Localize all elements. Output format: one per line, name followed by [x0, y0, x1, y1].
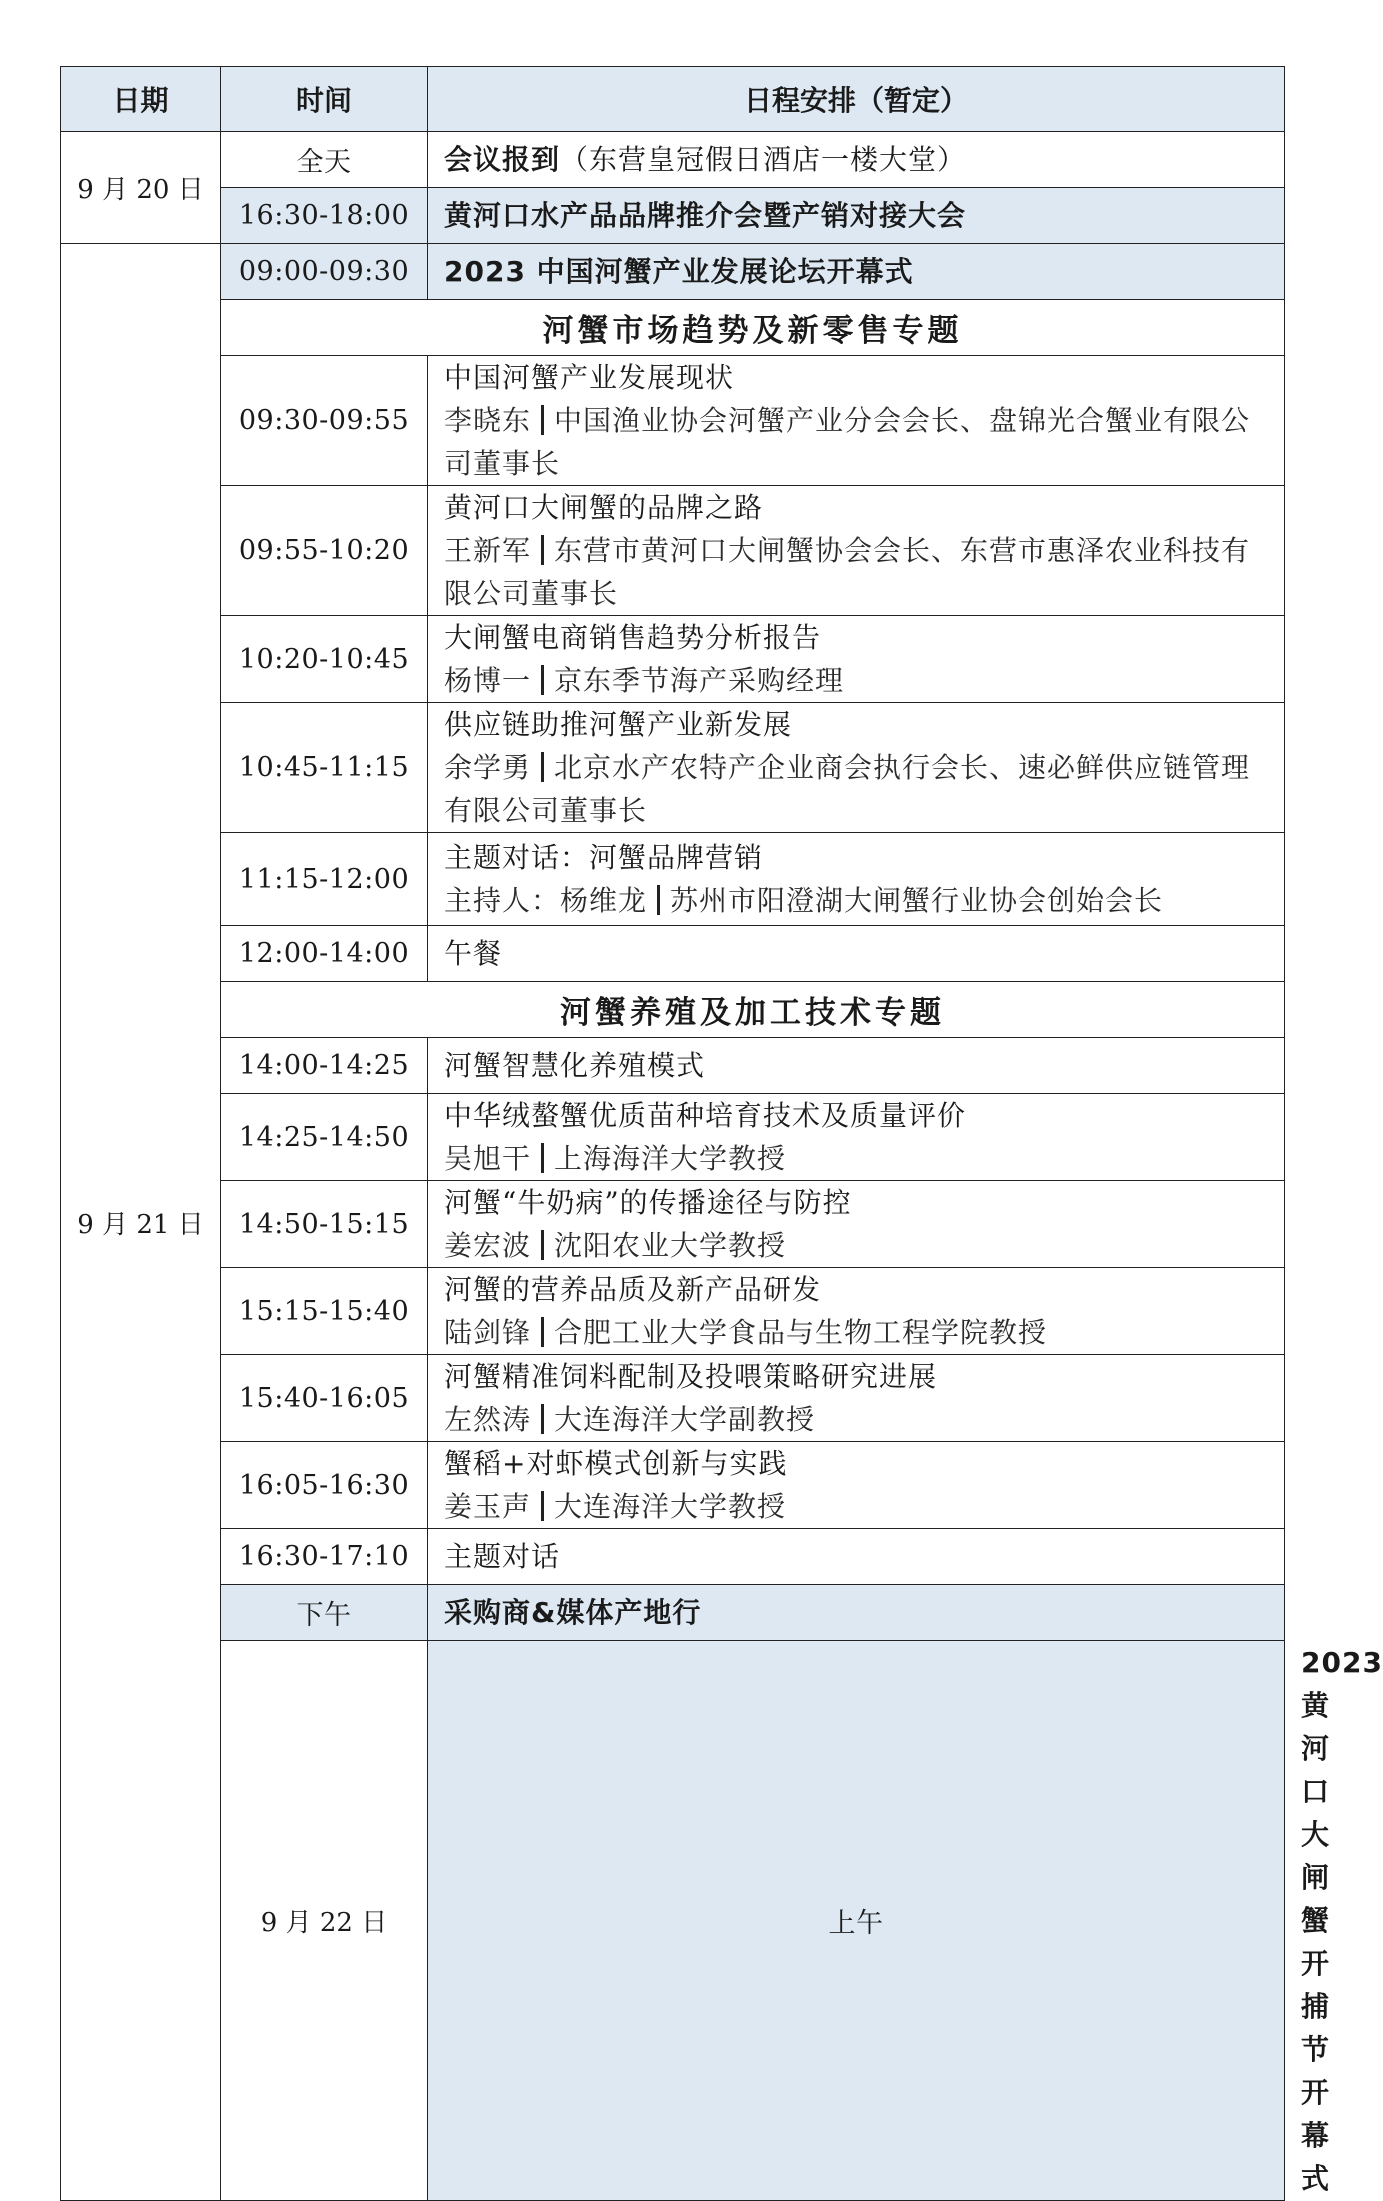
- speaker-name: 姜玉声: [444, 1490, 532, 1523]
- date-cell-day1: 9 月 20 日: [61, 132, 221, 244]
- time-cell: 全天: [221, 132, 428, 188]
- speaker-name: 余学勇: [444, 751, 532, 784]
- time-cell: 14:25-14:50: [221, 1094, 428, 1181]
- divider: [541, 752, 544, 782]
- time-cell: 14:50-15:15: [221, 1181, 428, 1268]
- talk-title: 黄河口大闸蟹的品牌之路: [444, 491, 764, 524]
- time-cell: 下午: [221, 1585, 428, 1641]
- table-row: [61, 703, 1285, 833]
- talk-cell: [428, 833, 1285, 926]
- time-cell: 11:15-12:00: [221, 833, 428, 926]
- table-row: [61, 1442, 1285, 1529]
- item-note: （东营皇冠假日酒店一楼大堂）: [560, 143, 967, 176]
- schedule-table: [60, 66, 1383, 2201]
- talk-title: 河蟹的营养品质及新产品研发: [444, 1273, 822, 1306]
- talk-cell: [428, 703, 1285, 833]
- divider: [541, 1317, 544, 1347]
- talk-title: 河蟹精准饲料配制及投喂策略研究进展: [444, 1360, 938, 1393]
- divider: [541, 405, 544, 435]
- talk-speaker-line: [444, 1224, 1274, 1267]
- divider: [541, 535, 544, 565]
- speaker-affiliation: 苏州市阳澄湖大闸蟹行业协会创始会长: [670, 884, 1164, 917]
- date-cell-day2: 9 月 21 日: [61, 244, 221, 2201]
- talk-speaker-line: [444, 659, 1274, 702]
- speaker-name: 吴旭干: [444, 1142, 532, 1175]
- talk-title: 中国河蟹产业发展现状: [444, 361, 735, 394]
- table-row: [61, 1355, 1285, 1442]
- talk-cell: [428, 356, 1285, 486]
- header-row: [61, 67, 1285, 132]
- table-row: [61, 1094, 1285, 1181]
- speaker-name: 左然涛: [444, 1403, 532, 1436]
- topic-row: [61, 982, 1285, 1038]
- speaker-affiliation: 沈阳农业大学教授: [554, 1229, 787, 1262]
- time-cell: 16:05-16:30: [221, 1442, 428, 1529]
- time-cell: 15:40-16:05: [221, 1355, 428, 1442]
- divider: [541, 1404, 544, 1434]
- divider: [657, 885, 660, 915]
- table-row: [61, 1268, 1285, 1355]
- table-row: [61, 1529, 1285, 1585]
- speaker-name: 主持人：杨维龙: [444, 884, 648, 917]
- table-row: [61, 833, 1285, 926]
- table-row: [61, 1181, 1285, 1268]
- table-row: [61, 1585, 1285, 1641]
- talk-speaker-line: [444, 1398, 1274, 1441]
- talk-cell: [428, 1181, 1285, 1268]
- date-cell-day3: 9 月 22 日: [221, 1641, 428, 2201]
- time-cell: 10:45-11:15: [221, 703, 428, 833]
- talk-cell: [428, 486, 1285, 616]
- item-cell: [428, 132, 1285, 188]
- item-title: 会议报到: [444, 143, 561, 176]
- header-schedule: 日程安排（暂定）: [428, 67, 1285, 132]
- talk-speaker-line: [444, 746, 1274, 832]
- speaker-affiliation: 东营市黄河口大闸蟹协会会长、东营市惠泽农业科技有限公司董事长: [444, 534, 1251, 610]
- time-cell: 16:30-18:00: [221, 188, 428, 244]
- speaker-name: 王新军: [444, 534, 532, 567]
- speaker-name: 李晓东: [444, 404, 532, 437]
- table-row: 9 月 22 日 上午 2023 黄河口大闸蟹开捕节开幕式: [61, 1641, 1285, 2201]
- time-cell: 09:55-10:20: [221, 486, 428, 616]
- time-cell: 上午: [428, 1641, 1285, 2201]
- speaker-affiliation: 中国渔业协会河蟹产业分会会长、盘锦光合蟹业有限公司董事长: [444, 404, 1251, 480]
- talk-title: 大闸蟹电商销售趋势分析报告: [444, 621, 822, 654]
- time-cell: 09:30-09:55: [221, 356, 428, 486]
- talk-speaker-line: [444, 529, 1274, 615]
- divider: [541, 665, 544, 695]
- speaker-affiliation: 大连海洋大学教授: [554, 1490, 787, 1523]
- divider: [541, 1143, 544, 1173]
- time-cell: 16:30-17:10: [221, 1529, 428, 1585]
- divider: [541, 1230, 544, 1260]
- talk-title: 中华绒螯蟹优质苗种培育技术及质量评价: [444, 1099, 967, 1132]
- table-row: [61, 1038, 1285, 1094]
- topic-row: [61, 300, 1285, 356]
- speaker-name: 姜宏波: [444, 1229, 532, 1262]
- talk-cell: [428, 1268, 1285, 1355]
- talk-cell: [428, 1355, 1285, 1442]
- time-cell: 15:15-15:40: [221, 1268, 428, 1355]
- speaker-affiliation: 北京水产农特产企业商会执行会长、速必鲜供应链管理有限公司董事长: [444, 751, 1251, 827]
- talk-speaker-line: [444, 879, 1274, 922]
- time-cell: 09:00-09:30: [221, 244, 428, 300]
- table-row: [61, 356, 1285, 486]
- table-row: [61, 188, 1285, 244]
- talk-cell: [428, 1442, 1285, 1529]
- topic-title-tech: 河蟹养殖及加工技术专题: [221, 982, 1285, 1038]
- table-row: [61, 132, 1285, 188]
- speaker-affiliation: 合肥工业大学食品与生物工程学院教授: [554, 1316, 1048, 1349]
- speaker-affiliation: 大连海洋大学副教授: [554, 1403, 816, 1436]
- talk-speaker-line: [444, 1137, 1274, 1180]
- item-title: 2023 中国河蟹产业发展论坛开幕式: [428, 244, 1285, 300]
- talk-title: 蟹稻+对虾模式创新与实践: [444, 1447, 788, 1480]
- talk-speaker-line: [444, 399, 1274, 485]
- table-row: [61, 616, 1285, 703]
- item-title: 河蟹智慧化养殖模式: [428, 1038, 1285, 1094]
- speaker-name: 杨博一: [444, 664, 532, 697]
- time-cell: 14:00-14:25: [221, 1038, 428, 1094]
- table-row: [61, 244, 1285, 300]
- talk-speaker-line: [444, 1485, 1274, 1528]
- header-date: 日期: [61, 67, 221, 132]
- talk-speaker-line: [444, 1311, 1274, 1354]
- table-row: [61, 926, 1285, 982]
- talk-cell: [428, 1094, 1285, 1181]
- time-cell: 12:00-14:00: [221, 926, 428, 982]
- header-time: 时间: [221, 67, 428, 132]
- item-title: 黄河口水产品品牌推介会暨产销对接大会: [428, 188, 1285, 244]
- talk-title: 供应链助推河蟹产业新发展: [444, 708, 793, 741]
- table-row: [61, 486, 1285, 616]
- talk-cell: [428, 616, 1285, 703]
- speaker-name: 陆剑锋: [444, 1316, 532, 1349]
- speaker-affiliation: 上海海洋大学教授: [554, 1142, 787, 1175]
- item-title: 采购商&媒体产地行: [428, 1585, 1285, 1641]
- topic-title-market: 河蟹市场趋势及新零售专题: [221, 300, 1285, 356]
- time-cell: 10:20-10:45: [221, 616, 428, 703]
- talk-title: 河蟹“牛奶病”的传播途径与防控: [444, 1186, 852, 1219]
- speaker-affiliation: 京东季节海产采购经理: [554, 664, 845, 697]
- divider: [541, 1491, 544, 1521]
- talk-title: 主题对话：河蟹品牌营销: [444, 841, 764, 874]
- item-title: 午餐: [428, 926, 1285, 982]
- item-title: 主题对话: [428, 1529, 1285, 1585]
